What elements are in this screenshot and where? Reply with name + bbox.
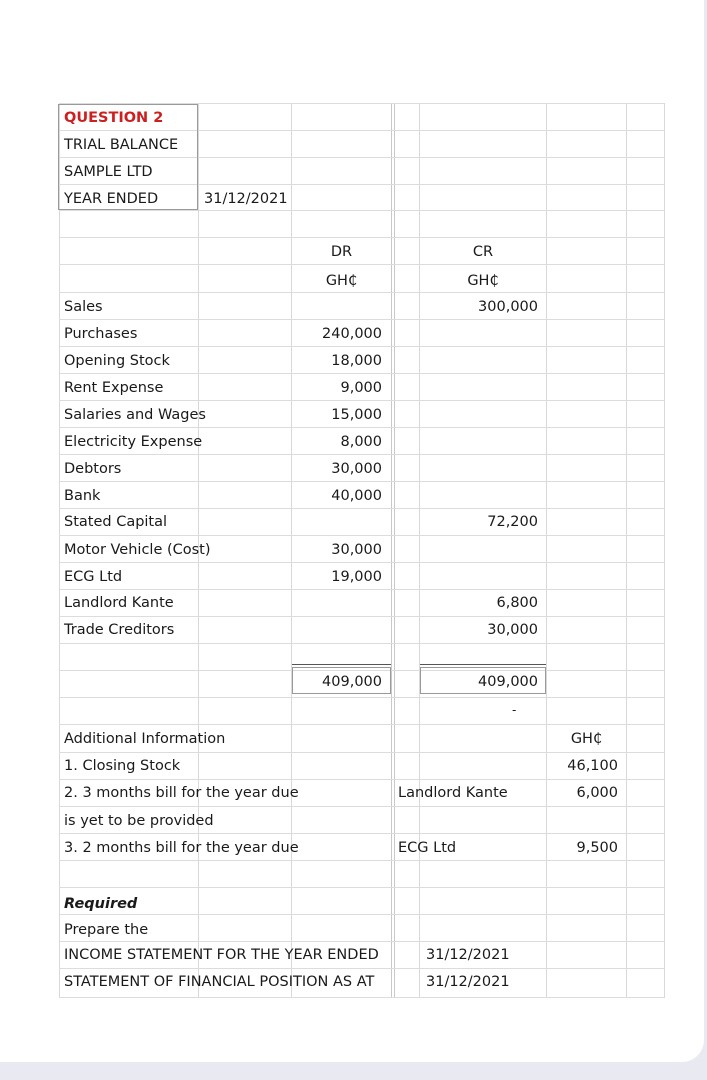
- grid-line: [59, 264, 664, 265]
- account-label: Debtors: [64, 461, 122, 477]
- difference-dash: -: [512, 703, 517, 717]
- dr-amount: 8,000: [340, 434, 382, 450]
- account-label: Rent Expense: [64, 380, 164, 396]
- grid-line: [59, 833, 664, 834]
- grid-line: [59, 508, 664, 509]
- financial-position-date: 31/12/2021: [426, 974, 510, 990]
- account-label: Landlord Kante: [64, 595, 174, 611]
- closing-stock-label: 1. Closing Stock: [64, 758, 181, 774]
- account-label: Motor Vehicle (Cost): [64, 542, 211, 558]
- grid-line: [59, 997, 664, 998]
- account-label: Opening Stock: [64, 353, 170, 369]
- dr-column-header: DR: [330, 244, 353, 260]
- required-heading: Required: [64, 896, 138, 912]
- cr-amount: 30,000: [487, 622, 538, 638]
- grid-line: [59, 860, 664, 861]
- landlord-bill-note: is yet to be provided: [64, 813, 214, 829]
- grid-line: [59, 643, 664, 644]
- grid-line: [59, 562, 664, 563]
- income-statement-date: 31/12/2021: [426, 947, 510, 963]
- total-rule: [420, 664, 546, 665]
- additional-info-heading: Additional Information: [64, 731, 226, 747]
- account-label: Bank: [64, 488, 101, 504]
- landlord-party: Landlord Kante: [398, 785, 508, 801]
- grid-line: [59, 887, 664, 888]
- account-label: Stated Capital: [64, 514, 168, 530]
- ecg-bill-value: 9,500: [576, 840, 618, 856]
- dr-amount: 19,000: [331, 569, 382, 585]
- grid-line: [59, 400, 664, 401]
- grid-line: [59, 535, 664, 536]
- required-intro: Prepare the: [64, 922, 149, 938]
- dr-amount: 30,000: [331, 461, 382, 477]
- grid-line: [59, 427, 664, 428]
- grid-line: [59, 346, 664, 347]
- grid-line: [59, 914, 664, 915]
- year-ended-value: 31/12/2021: [204, 191, 288, 207]
- grid-line: [59, 237, 664, 238]
- dr-currency-header: GH₵: [325, 273, 358, 289]
- account-label: Electricity Expense: [64, 434, 203, 450]
- cr-total: 409,000: [478, 674, 538, 690]
- grid-line: [59, 210, 664, 211]
- grid-line: [59, 779, 664, 780]
- landlord-bill-label: 2. 3 months bill for the year due: [64, 785, 299, 801]
- grid-line: [59, 373, 664, 374]
- grid-line: [664, 103, 665, 998]
- financial-position-task: STATEMENT OF FINANCIAL POSITION AS AT: [64, 974, 375, 990]
- grid-line: [59, 941, 664, 942]
- grid-line: [59, 968, 664, 969]
- company-name: SAMPLE LTD: [64, 164, 153, 180]
- grid-line: [59, 319, 664, 320]
- account-label: Salaries and Wages: [64, 407, 206, 423]
- grid-line: [59, 724, 664, 725]
- cr-column-header: CR: [472, 244, 494, 260]
- grid-line: [59, 752, 664, 753]
- grid-line: [59, 454, 664, 455]
- question-title: QUESTION 2: [64, 110, 164, 126]
- income-statement-task: INCOME STATEMENT FOR THE YEAR ENDED: [64, 947, 379, 963]
- dr-amount: 30,000: [331, 542, 382, 558]
- grid-line: [59, 806, 664, 807]
- dr-amount: 240,000: [322, 326, 382, 342]
- total-rule: [292, 664, 391, 665]
- grid-line: [59, 481, 664, 482]
- cr-amount: 72,200: [487, 514, 538, 530]
- dr-total: 409,000: [322, 674, 382, 690]
- dr-amount: 40,000: [331, 488, 382, 504]
- closing-stock-value: 46,100: [567, 758, 618, 774]
- grid-line: [59, 292, 664, 293]
- account-label: Sales: [64, 299, 103, 315]
- account-label: Trade Creditors: [64, 622, 175, 638]
- grid-line: [59, 589, 664, 590]
- ecg-bill-label: 3. 2 months bill for the year due: [64, 840, 299, 856]
- dr-amount: 15,000: [331, 407, 382, 423]
- cr-currency-header: GH₵: [467, 273, 499, 289]
- cr-amount: 300,000: [478, 299, 538, 315]
- landlord-bill-value: 6,000: [576, 785, 618, 801]
- dr-amount: 9,000: [340, 380, 382, 396]
- account-label: ECG Ltd: [64, 569, 123, 585]
- year-ended-label: YEAR ENDED: [64, 191, 159, 207]
- ecg-party: ECG Ltd: [398, 840, 457, 856]
- account-label: Purchases: [64, 326, 138, 342]
- grid-line: [59, 616, 664, 617]
- dr-amount: 18,000: [331, 353, 382, 369]
- grid-line: [59, 697, 664, 698]
- additional-currency: GH₵: [570, 731, 603, 747]
- cr-amount: 6,800: [496, 595, 538, 611]
- trial-balance-title: TRIAL BALANCE: [64, 137, 179, 153]
